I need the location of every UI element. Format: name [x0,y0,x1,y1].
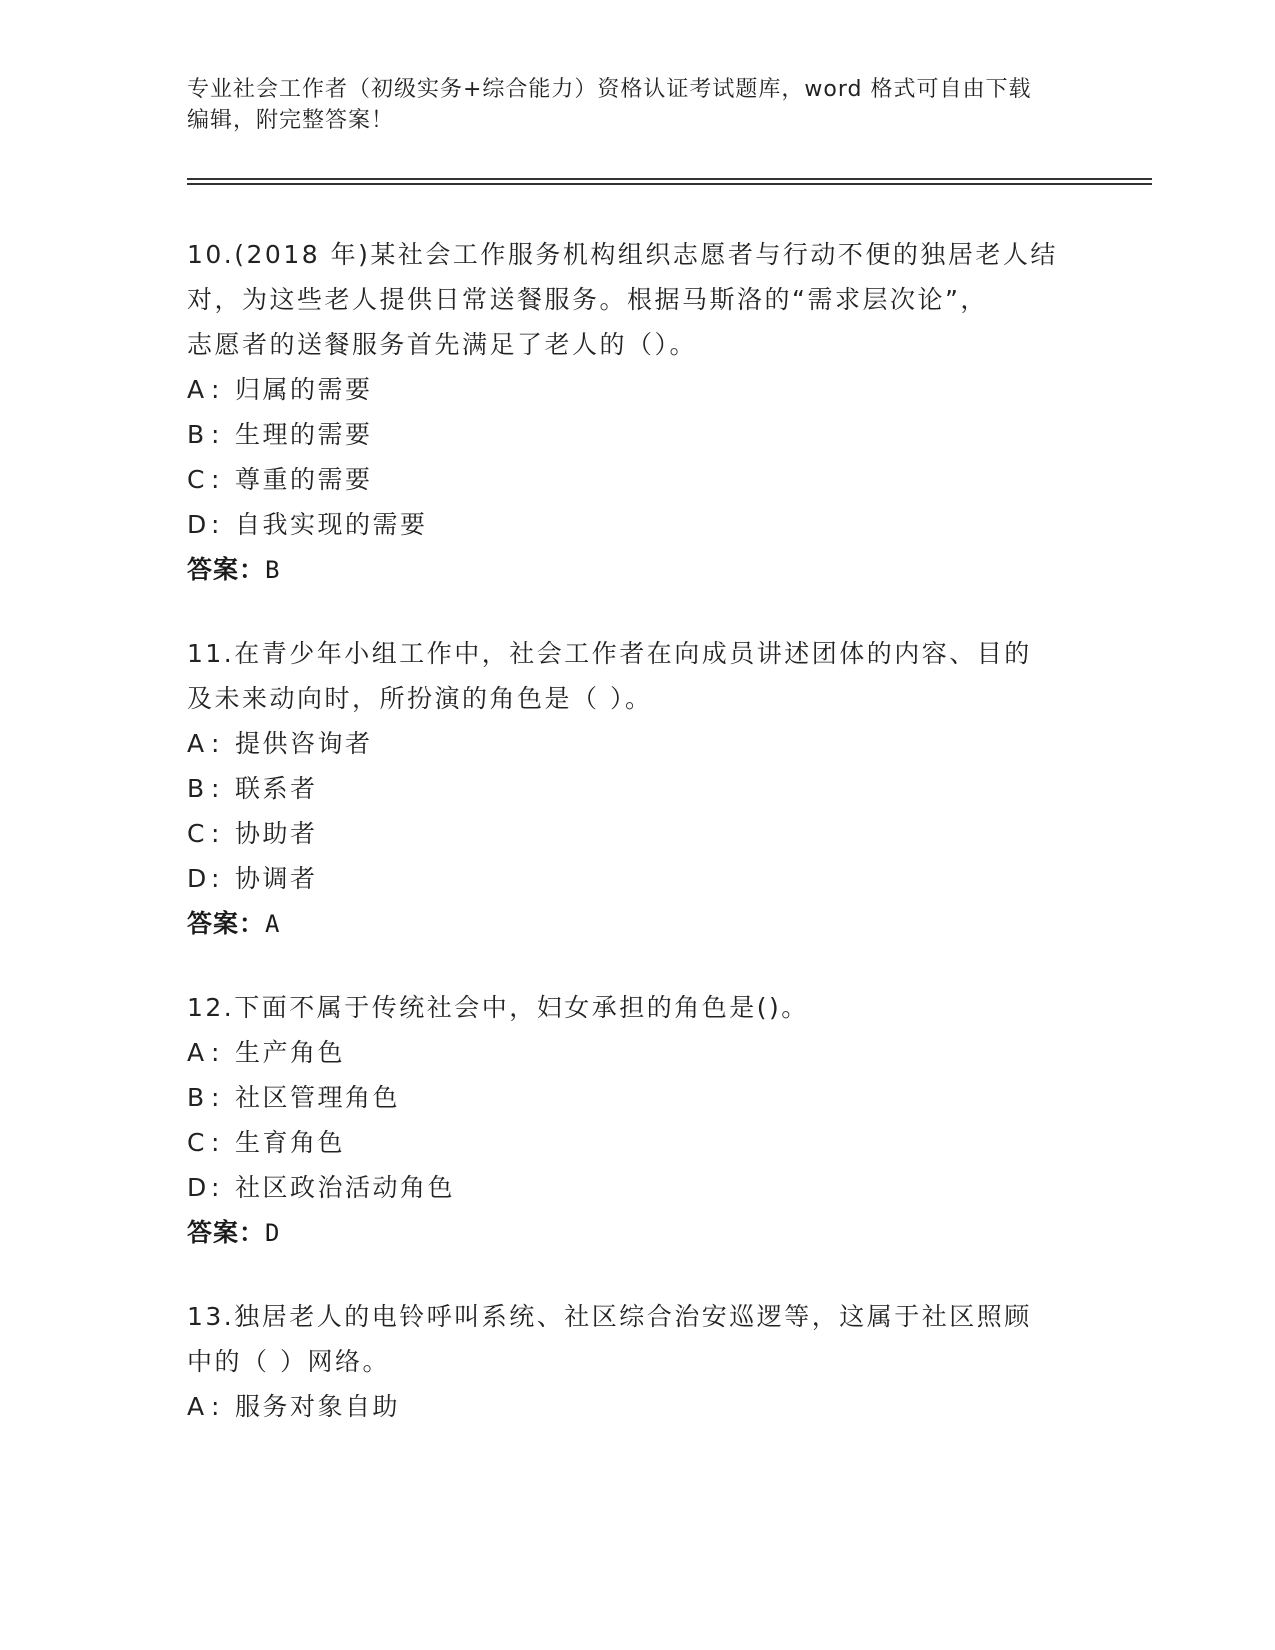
question-stem-line: 10.(2018 年)某社会工作服务机构组织志愿者与行动不便的独居老人结 [187,240,1058,269]
option-letter: A [187,375,207,404]
header-divider-bottom [187,183,1152,185]
answer-label: 答案： [187,555,266,584]
answer-line [187,547,1087,593]
option-c: C : 协助者 [187,811,1087,856]
option-d: D: 自我实现的需要 [187,502,1087,547]
option-c: C : 尊重的需要 [187,457,1087,502]
option-text: 尊重的需要 [235,465,373,494]
question-stem-line: 12.下面不属于传统社会中，妇女承担的角色是()。 [187,993,809,1022]
option-letter: C [187,1128,207,1157]
question-list [187,232,1087,1467]
question-stem-line: 志愿者的送餐服务首先满足了老人的（）。 [187,330,698,359]
option-text: 社区管理角色 [235,1083,401,1112]
option-b: B : 联系者 [187,766,1087,811]
answer-label: 答案： [187,1218,266,1247]
option-letter: D [187,864,209,893]
answer-value: D [265,1219,280,1247]
option-c: C : 生育角色 [187,1120,1087,1165]
header-divider-top [187,178,1152,180]
option-b: B : 社区管理角色 [187,1075,1087,1120]
option-text: 协助者 [235,819,318,848]
page-header [187,74,1087,136]
answer-value: B [265,556,280,584]
option-text: 协调者 [235,864,318,893]
question-stem-line: 13.独居老人的电铃呼叫系统、社区综合治安巡逻等，这属于社区照顾 [187,1302,1032,1331]
option-text: 归属的需要 [235,375,373,404]
question-stem-line: 及未来动向时，所扮演的角色是（ ）。 [187,684,653,713]
question-stem-line: 对，为这些老人提供日常送餐服务。根据马斯洛的“需求层次论”， [187,285,988,314]
answer-value: A [265,910,280,938]
answer-line [187,901,1087,947]
option-a: A : 生产角色 [187,1030,1087,1075]
option-text: 生产角色 [235,1038,346,1067]
option-text: 联系者 [235,774,318,803]
option-letter: D [187,510,209,539]
question-11 [187,631,1087,947]
option-a: A : 提供咨询者 [187,721,1087,766]
option-text: 服务对象自助 [235,1392,401,1421]
header-line-2: 编辑，附完整答案！ [187,108,395,133]
option-d: D: 协调者 [187,856,1087,901]
option-letter: A [187,1392,207,1421]
option-letter: B [187,1083,207,1112]
option-letter: C [187,819,207,848]
header-line-1: 专业社会工作者（初级实务+综合能力）资格认证考试题库，word 格式可自由下载 [187,77,1032,102]
option-a: A : 归属的需要 [187,367,1087,412]
question-12 [187,985,1087,1256]
option-b: B : 生理的需要 [187,412,1087,457]
option-letter: C [187,465,207,494]
option-letter: D [187,1173,209,1202]
option-letter: B [187,420,207,449]
option-letter: A [187,729,207,758]
answer-line [187,1210,1087,1256]
option-d: D: 社区政治活动角色 [187,1165,1087,1210]
option-a: A : 服务对象自助 [187,1384,1087,1429]
option-text: 生育角色 [235,1128,346,1157]
answer-label: 答案： [187,909,266,938]
question-13 [187,1294,1087,1429]
option-text: 社区政治活动角色 [235,1173,456,1202]
question-10 [187,232,1087,593]
option-letter: B [187,774,207,803]
question-stem-line: 11.在青少年小组工作中，社会工作者在向成员讲述团体的内容、目的 [187,639,1032,668]
question-stem-line: 中的（ ）网络。 [187,1347,390,1376]
option-text: 自我实现的需要 [235,510,428,539]
option-text: 生理的需要 [235,420,373,449]
option-letter: A [187,1038,207,1067]
option-text: 提供咨询者 [235,729,373,758]
